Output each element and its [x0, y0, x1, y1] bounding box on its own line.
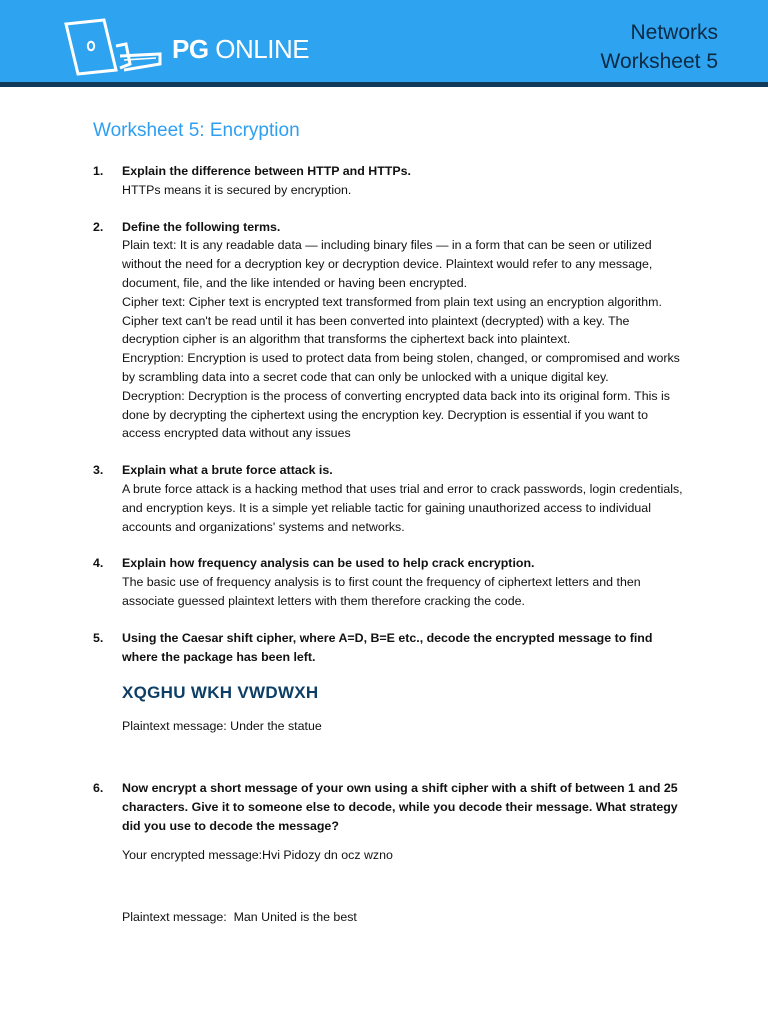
question-text: Explain the difference between HTTP and HTTPs.	[122, 164, 411, 178]
definition-encryption: Encryption: Encryption is used to protect data from being stolen, changed, or compromised and works by scrambling data into a secret code that can only be unlocked with a unique digital key.	[122, 351, 680, 384]
question-number: 2.	[93, 219, 104, 234]
plaintext-message-answer: Plaintext message: Man United is the best	[122, 910, 357, 925]
question-text: Explain what a brute force attack is.	[122, 463, 333, 478]
worksheet-body	[93, 162, 683, 927]
question-number: 1.	[93, 164, 104, 178]
brand-bold: PG	[172, 34, 209, 64]
question-5	[93, 629, 683, 736]
question-number: 6.	[93, 780, 104, 795]
brand-name	[172, 34, 309, 64]
definition-cipher-text: Cipher text: Cipher text is encrypted text transformed from plain text using an encryption algorithm. Cipher text can't be read until it has been converted into plaintext (decrypted) with a key. The decryption cipher is an algorithm that transforms the ciphertext back into plaintext.	[122, 294, 662, 347]
header-subject-line1: Networks	[630, 21, 718, 44]
question-4	[93, 554, 683, 610]
header-divider	[0, 82, 768, 87]
question-3	[93, 461, 683, 536]
question-2	[93, 218, 683, 444]
answer-text: A brute force attack is a hacking method that uses trial and error to crack passwords, login credentials, and encryption keys. It is a simple yet reliable tactic for gaining unauthorized access to individual accounts and organizations' systems and networks.	[122, 481, 683, 534]
answer-text: The basic use of frequency analysis is to first count the frequency of ciphertext letters and then associate guessed plaintext letters with them therefore cracking the code.	[122, 575, 641, 608]
brand-rest: ONLINE	[208, 34, 310, 64]
question-1	[93, 162, 683, 200]
definition-plain-text: Plain text: It is any readable data — including binary files — in a form that can be seen or utilized without the need for a decryption key or decryption device. Plaintext would refer to any message, document, file, and the like intended or having been encrypted.	[122, 238, 653, 290]
cipher-text-message: XQGHU WKH VWDWXH	[122, 683, 319, 703]
pg-online-logo-icon	[64, 16, 162, 76]
question-6	[93, 779, 683, 927]
page-header	[0, 0, 768, 82]
header-subject-line2: Worksheet 5	[600, 50, 718, 73]
question-text: Now encrypt a short message of your own using a shift cipher with a shift of between 1 and 25 characters. Give it to someone else to decode, while you decode their message. What strategy did you use to decode the message?	[122, 780, 678, 833]
encrypted-message-answer: Your encrypted message:Hvi Pidozy dn ocz wzno	[122, 848, 393, 863]
question-text: Define the following terms.	[122, 219, 281, 234]
answer-text: HTTPs means it is secured by encryption.	[122, 182, 352, 197]
question-number: 4.	[93, 556, 104, 571]
definition-decryption: Decryption: Decryption is the process of converting encrypted data back into its original form. This is done by decrypting the ciphertext using the encryption key. Decryption is essential if you want to access encrypted data without any issues	[122, 388, 670, 441]
question-text: Using the Caesar shift cipher, where A=D, B=E etc., decode the encrypted message to find where the package has been left.	[122, 630, 653, 664]
page-title: Worksheet 5: Encryption	[93, 120, 300, 141]
question-text: Explain how frequency analysis can be used to help crack encryption.	[122, 556, 535, 571]
question-number: 3.	[93, 463, 104, 478]
question-number: 5.	[93, 630, 104, 645]
header-subject	[601, 18, 719, 76]
plaintext-answer: Plaintext message: Under the statue	[122, 719, 322, 734]
